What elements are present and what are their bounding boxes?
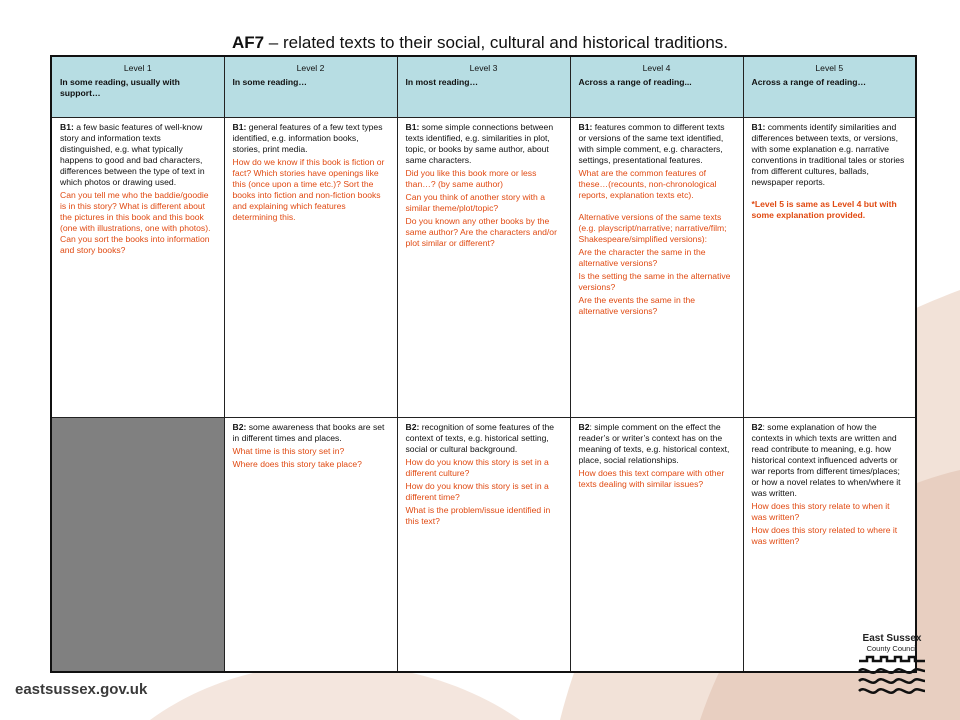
question-text: Alternative versions of the same texts (e.g. playscript/narrative; narrative/film; Shakespeare/simplified versions): (578, 212, 727, 244)
b1-level-2-cell: B1: general features of a few text types identified, e.g. information books, stories, print media. How do we know if this book is fiction or fact? Which stories have openings like this (once upon a time etc.)? Sort the books into fiction and non-fiction books and explaining which features determining this. (224, 118, 397, 418)
page-title: AF7 – related texts to their social, cultural and historical traditions. (231, 33, 729, 52)
website-logo: eastsussex.gov.uk (15, 681, 148, 698)
council-subtitle: County Council (866, 644, 918, 653)
level-5-header: Level 5 Across a range of reading… (743, 56, 916, 118)
level-3-header: Level 3 In most reading… (397, 56, 570, 118)
b2-row (51, 418, 916, 673)
b2-level-4-cell: B2: simple comment on the effect the reader’s or writer’s context has on the meaning of texts, e.g. historical context, place, social relationships. How does this text compare with other texts dealing with similar issues? (570, 418, 743, 673)
b1-level-3-cell: B1: some simple connections between texts identified, e.g. similarities in plot, topic, or books by same author, about same characters. Did you like this book more or less than…? (by same author) Can you think of another story with a similar theme/plot/topic? Do you known any other books by the same author? Are the characters and/or plot similar or different? (397, 118, 570, 418)
question-text: Are the character the same in the alternative versions? (578, 247, 706, 268)
level-1-header: Level 1 In some reading, usually with support… (51, 56, 224, 118)
b1-level-4-cell: B1: features common to different texts or versions of the same text identified, with simple comment, e.g. characters, settings, presentational features. What are the common features of these…(recounts, non-chronological reports, explanation texts etc). Alternative versions of the same texts (e.g. playscript/narrative; narrative/film; Shakespeare/simplified versions): Are the character the same in the alternative versions? Is the setting the same in the alternative versions? Are the events the same in the alternative versions? (570, 118, 743, 418)
question-text: How do you know this story is set in a different culture? (405, 457, 549, 478)
question-text: How do we know if this book is fiction or fact? Which stories have openings like this (once upon a time etc.)? Sort the books into fiction and non-fiction books and explaining which features determining this. (232, 157, 385, 222)
question-text: How does this story related to where it was written? (751, 525, 898, 546)
level-5-note: *Level 5 is same as Level 4 but with some explanation provided. (751, 199, 897, 220)
question-text: Can you think of another story with a similar theme/plot/topic? (405, 192, 545, 213)
question-text: Do you known any other books by the same author? Are the characters and/or plot similar or different? (405, 216, 557, 248)
b1-row (51, 118, 916, 418)
question-text: What are the common features of these…(recounts, non-chronological reports, explanation texts etc). (578, 168, 717, 200)
council-name: East Sussex (862, 633, 922, 644)
b2-level-5-cell: B2: some explanation of how the contexts in which texts are written and read contribute to meaning, e.g. how historical context influenced adverts or war reports from different times/places; or how a novel relates to when/where it was written. How does this story relate to when it was written? How does this story related to where it was written? (743, 418, 916, 673)
question-text: Are the events the same in the alternative versions? (578, 295, 696, 316)
b1-level-5-cell: B1: comments identify similarities and differences between texts, or versions, with some explanation e.g. narrative conventions in traditional tales or stories from different cultures, ballads, newspaper reports. *Level 5 is same as Level 4 but with some explanation provided. (743, 118, 916, 418)
question-text: What is the problem/issue identified in this text? (405, 505, 551, 526)
b2-level-3-cell: B2: recognition of some features of the context of texts, e.g. historical setting, social or cultural background. How do you know this story is set in a different culture? How do you know this story is set in a different time? What is the problem/issue identified in this text? (397, 418, 570, 673)
question-text: Did you like this book more or less than…? (by same author) (405, 168, 537, 189)
assessment-table (50, 55, 917, 673)
question-text: How do you know this story is set in a different time? (405, 481, 549, 502)
level-4-header: Level 4 Across a range of reading... (570, 56, 743, 118)
question-text: How does this story relate to when it was written? (751, 501, 890, 522)
question-text: Can you tell me who the baddie/goodie is in this story? What is different about the pictures in this book and this book (one with illustrations, one with photos). Can you sort the books into information and story books? (60, 190, 211, 255)
b2-level-1-empty-cell (51, 418, 224, 673)
question-text: What time is this story set in? (232, 446, 345, 456)
question-text: Where does this story take place? (232, 459, 362, 469)
b1-level-1-cell: B1: a few basic features of well-know story and information texts distinguished, e.g. what typically happens to good and bad characters, differences between the type of text in which photos or drawing used. Can you tell me who the baddie/goodie is in this story? What is different about the pictures in this book and this book (one with illustrations, one with photos). Can you sort the books into information and story books? (51, 118, 224, 418)
header-row (51, 56, 916, 118)
question-text: Is the setting the same in the alternative versions? (578, 271, 731, 292)
b2-level-2-cell: B2: some awareness that books are set in different times and places. What time is this story set in? Where does this story take place? (224, 418, 397, 673)
waves-emblem-icon (857, 655, 927, 695)
level-2-header: Level 2 In some reading… (224, 56, 397, 118)
question-text: How does this text compare with other texts dealing with similar issues? (578, 468, 725, 489)
council-logo (857, 633, 927, 700)
